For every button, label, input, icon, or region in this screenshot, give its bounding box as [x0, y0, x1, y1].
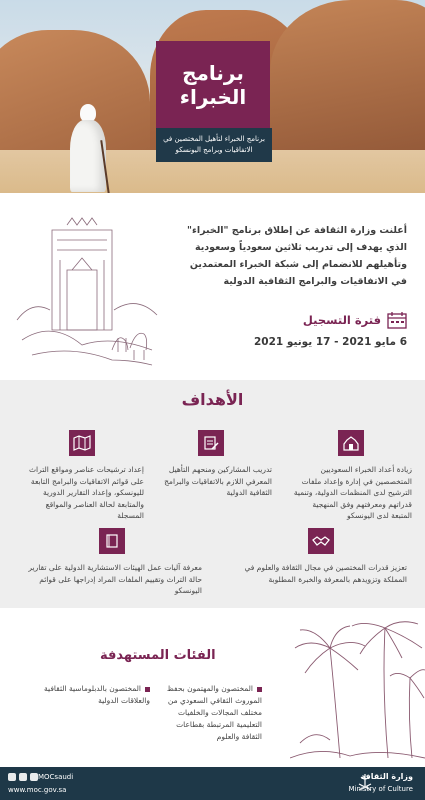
target-groups-title: الفئات المستهدفة: [100, 648, 216, 663]
target-item-text: المختصون بالدبلوماسية الثقافية والعلاقات الدولية: [44, 684, 150, 705]
hegra-tomb-sketch: [12, 210, 162, 375]
title-line-2: الخبراء: [179, 84, 247, 109]
sandstone-rock: [270, 0, 425, 160]
objective-item: [150, 430, 272, 499]
target-item: [40, 683, 150, 707]
objectives-section: [0, 380, 425, 608]
document-pen-icon: [198, 430, 224, 456]
target-item: [162, 683, 262, 743]
target-item-text: المختصون والمهتمون بحفظ الموروث الثقافي السعودي من مختلف المجالات والخلفيات التعليمية المرتبطة بقطاعات الثقافة والعلوم: [166, 684, 262, 741]
objective-item: [22, 528, 202, 597]
registration-dates: 6 مايو 2021 - 17 يونيو 2021: [253, 336, 407, 348]
objective-text: إعداد ترشيحات عناصر ومواقع التراث على قوائم الاتفاقيات والبرامج التابعة لليونسكو، وإعداد التقارير الدورية والمتابعة لحالة العناصر والمواقع المسجلة: [28, 465, 144, 520]
map-icon: [69, 430, 95, 456]
objective-text: معرفة آليات عمل الهيئات الاستشارية الدولية على تقارير حالة التراث وتقييم الملفات المراد إدراجها على قوائم اليونسكو: [28, 563, 202, 595]
calendar-icon: [387, 311, 407, 329]
handshake-icon: [308, 528, 334, 554]
book-icon: [99, 528, 125, 554]
twitter-icon[interactable]: [8, 773, 16, 781]
ministry-name-english: Ministry of Culture: [348, 785, 413, 793]
title-line-1: برنامج: [182, 60, 244, 85]
objective-item: [235, 528, 407, 585]
intro-paragraph: أعلنت وزارة الثقافة عن إطلاق برنامج "الخبراء" الذي يهدف إلى تدريب ثلاثين سعودياً وسعودية وتأهيلهم للانضمام إلى شبكة الخبراء المعتمدين في الاتفاقيات والبرامج الثقافية الدولية: [187, 225, 407, 287]
objective-text: زيادة أعداد الخبراء السعوديين المتخصصين في إدارة وإعداد ملفات الترشيح لدى المنظمات الدولية، وتنمية قدراتهم ومعرفتهم وفق المنهجية المتبعة لدى اليونسكو: [293, 465, 412, 520]
objective-text: تعزيز قدرات المختصين في مجال الثقافة والعلوم في المملكة وتزويدهم بالمعرفة والخبرة المطلوبة: [244, 563, 407, 584]
social-handle[interactable]: MOCsaudi: [38, 773, 74, 781]
objectives-title: الأهداف: [181, 390, 244, 409]
footer: [0, 767, 425, 800]
man-in-thobe-figure: [68, 104, 108, 192]
bullet-marker: [257, 687, 262, 692]
palm-trees-illustration: [290, 618, 425, 766]
objective-item: [290, 430, 412, 522]
hero-banner: [0, 0, 425, 193]
program-subtitle: برنامج الخبراء لتأهيل المختصين في الاتفاقيات وبرامج اليونسكو: [156, 128, 272, 162]
objective-text: تدريب المشاركين ومنحهم التأهيل المعرفي اللازم بالاتفاقيات والبرامج الثقافية الدولية: [164, 465, 272, 497]
saudi-landmark-icon: [338, 430, 364, 456]
youtube-icon[interactable]: [30, 773, 38, 781]
instagram-icon[interactable]: [19, 773, 27, 781]
program-title-box: [156, 41, 270, 128]
registration-label: فترة التسجيل: [302, 313, 381, 327]
bullet-marker: [145, 687, 150, 692]
social-icons: [8, 773, 38, 781]
ministry-name-arabic: وزارة الثقافة: [360, 772, 413, 781]
objective-item: [20, 430, 144, 522]
website-link[interactable]: www.moc.gov.sa: [8, 786, 67, 794]
